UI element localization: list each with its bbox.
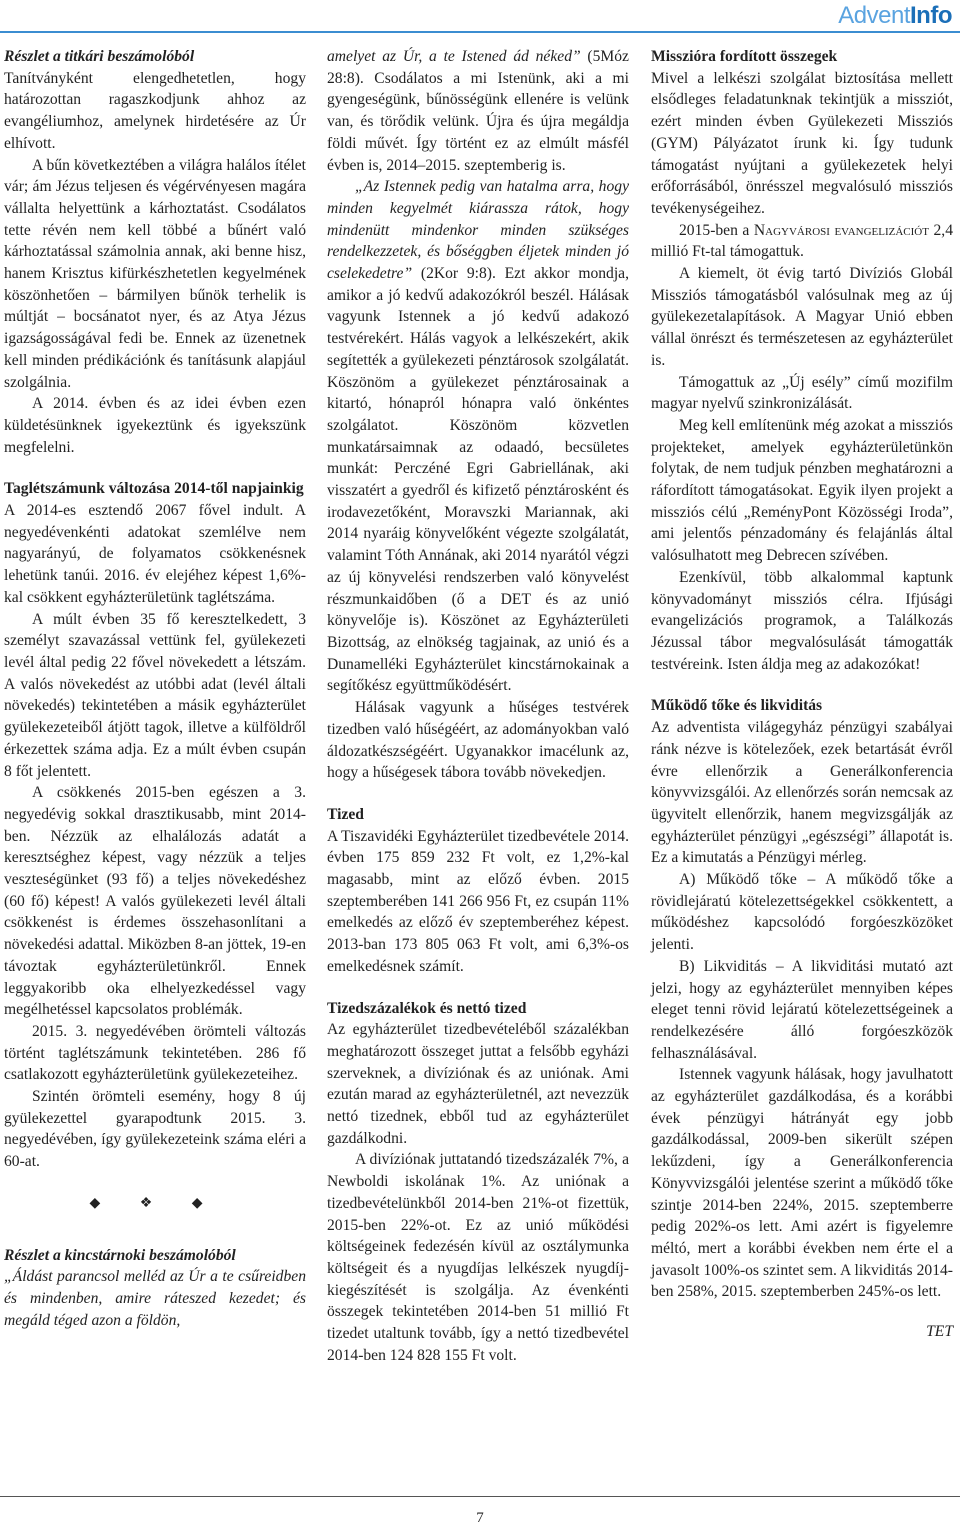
brand-part2: Info <box>910 2 952 29</box>
paragraph: Tanítványként elengedhetetlen, hogy határozottan ragaszkodjunk ahhoz az evangéliumhoz, amelynek hirdetésére az Úr elhívott. <box>4 69 306 152</box>
column-1 <box>4 46 306 1331</box>
paragraph: A 2014. évben és az idei évben ezen küldetésünknek igyekeztünk és igyekszünk megfelelni. <box>4 395 306 456</box>
footer <box>0 1496 960 1536</box>
program-name: Nagyvárosi evangelizációt <box>753 221 929 239</box>
paragraph: Az adventista világegyház pénzügyi szabályai ránk nézve is kötelezőek, ezek betartását évről évre ellenőrzik a Generálkonferencia könyvvizsgálói. Az ellenőrzés során nemcsak az ügyvitelt ellenőrzik, hanem megvizsgálják az egyházterület pénzügyi „egészségi” állapotát is. Ez a kimutatás a Pénzügyi mérleg. <box>651 719 953 867</box>
text: 2015-ben a <box>679 221 754 239</box>
column-2 <box>327 46 629 1366</box>
paragraph: Támogattuk az „Új esély” című mozifilm magyar nyelvű szinkronizálását. <box>651 373 953 413</box>
paragraph: A) Működő tőke – A működő tőke a rövidlejáratú kötelezettségekkel csökkentett, a működéshez kapcsolódó forgóeszközöket jelenti. <box>651 871 953 954</box>
paragraph: A kiemelt, öt évig tartó Divíziós Globál Missziós támogatásból valósulnak meg az új gyülekezetalapítások. A Magyar Unió ebben vállal önrészt és természetesen az egyházterület is. <box>651 265 953 369</box>
tithe-percentages-heading: Tizedszázalékok és nettó tized <box>327 999 527 1017</box>
paragraph: A csökkenés 2015-ben egészen a 3. negyedévig sokkal drasztikusabb, mint 2014-ben. Nézzük az elhalálozás adatát a keresztséghez képest, vagy nézzük a teljes veszteségünket (93 fő) a teljes növekedéshez (60 fő) képest! A valós gyülekezeti levél általi csökkenést is érdemes összehasonlítani a növekedési adattal. Miközben 8-an jöttek, 19-en távoztak egyházterületünkről. Ennek leggyakoribb oka elhelyezkedéssel vagy megélhetéssel kapcsolatos problémák. <box>4 784 306 1019</box>
paragraph: A 2014-es esztendő 2067 fővel indult. A negyedévenkénti adatokat szemlélve nem nagyarányú, de folyamatos csökkenésnek lehetünk tanúi. 2016. év elejéhez képest 1,6%-kal csökkent egyházterületünk taglétszáma. <box>4 502 306 606</box>
paragraph: Az egyházterület tizedbevételéből százalékban meghatározott összeget juttat a felsőbb egyházi szerveknek, a divíziónak és az uniónak. Ami ezután marad az egyházterületnél, azt nevezzük nettó tizednek, ebből tud az egyházterület gazdálkodni. <box>327 1021 629 1147</box>
author-signature: TET <box>926 1323 953 1341</box>
paragraph: Meg kell említenünk még azokat a missziós projekteket, amelyek egyházterületünkön folytak, de nem tudjuk pénzben meghatározni a ráfordított támogatásokat. Egyik ilyen projekt a missziós célú „ReményPont Közösségi Iroda”, ami jelentős pénzadomány és felajánlás által valósulhatott meg Debrecen szívében. <box>651 416 953 565</box>
header-rule <box>0 31 960 33</box>
membership-heading: Taglétszámunk változása 2014-től napjainkig <box>4 480 304 498</box>
paragraph: Hálásak vagyunk a hűséges testvérek tizedben való hűségéért, az adományokban való áldozatkészségéért. Ugyanakkor imacélunk az, hogy a hűségesek tábora tovább növekedjen. <box>327 699 629 782</box>
scripture-quote: „Az Istennek pedig van hatalma arra, hogy minden kegyelmét kiárassza rátok, hogy mindenütt mindenkor minden szükséges rendelkezzetek, és bőséggben éljetek minden jó cselekedetre” <box>327 178 629 283</box>
column-3 <box>651 46 953 1343</box>
page-number: 7 <box>476 1510 484 1526</box>
paragraph: B) Likviditás – A likviditási mutató azt jelzi, hogy az egyházterület mennyiben képes eleget tenni rövid lejáratú kötelezettségeinek a rendelkezésére álló forgóeszközök felhasználásával. <box>651 957 953 1062</box>
treasurer-report-heading: Részlet a kincstárnoki beszámolóból <box>4 1246 236 1264</box>
paragraph: A múlt évben 35 fő keresztelkedett, 3 személyt szavazással vettünk fel, gyülekezeti levél által pedig 22 fővel növekedett a létszám. A valós növekedést az utóbbi adat (levél általi növekedés) tekintetében a másik egyházterület gyülekezeteiből átjött tagok, illetve a külföldről érkezettek száma adja. Ez a múlt évben csupán 8 főt jelentett. <box>4 610 306 780</box>
masthead <box>0 0 960 36</box>
ornament-divider: ◆ ❖ ◆ <box>89 1195 221 1211</box>
footer-rule <box>0 1496 960 1497</box>
paragraph: Szintén örömteli esemény, hogy 8 új gyülekezettel gyarapodtunk 2015. 3. negyedévében, így gyülekezeteink száma eléri a 60-at. <box>4 1088 306 1171</box>
mission-heading: Misszióra fordított összegek <box>651 48 838 65</box>
text: (5Móz 28:8). Csodálatos a mi Istenünk, aki a mi gyengeségünk, bűnösségünk ellenére is velünk van, és törődik velünk. Újra és újra megáldja földi művét. Így történt ez az elmúlt másfél évben is, 2014–2015. szeptemberig is. <box>327 48 629 174</box>
text: 2,4 millió Ft-tal támogattuk. <box>651 221 953 261</box>
paragraph: Ezenkívül, több alkalommal kaptunk könyvadományt missziós célra. Ifjúsági evangelizációs programok, a Találkozás Jézussal tábor megvalósulását támogatták testvéreink. Isten áldja meg az adakozókat! <box>651 568 953 673</box>
paragraph: 2015. 3. negyedévében örömteli változás történt taglétszámunk tekintetében. 286 fő csatlakozott egyházterületünk gyülekezeteihez. <box>4 1022 306 1084</box>
paragraph: A bűn következtében a világra halálos ítélet vár; ám Jézus teljesen és végérvényesen magára vállalta helyettünk a kárhoztatást. Csodálatos tette révén nem kell többé a bűnért való kárhoztatással számolnia annak, aki benne hisz, hanem Krisztus kifürkészhetetlen kegyelmének köszönhetően – bármilyen bűnök terhelik is múltját – bocsánatot nyer, és az Atya Jézus igazságosságával fedi be. Ennek az üzenetnek kell minden prédikációnk és tanításunk alapjául szolgálnia. <box>4 156 306 391</box>
tithe-heading: Tized <box>327 805 364 823</box>
paragraph: A divíziónak juttatandó tizedszázalék 7%, a Newboldi iskolának 1%. Az uniónak a tizedbevételünkből 2014-ben 21%-ot fizettük, 2015-ben 22%-ot. Ez az unió működési költségeinek fedezésén kívül az osztálymunka költségeit és a nyugdíjas lelkészek nyugdíj-kiegészítését is szolgálja. Az évenkénti összegek tekintetében 2014-ben 51 millió Ft tizedet utaltunk tovább, így a nettó tizedbevétel 2014-ben 124 828 155 Ft volt. <box>327 1151 629 1364</box>
paragraph <box>651 220 953 263</box>
paragraph: Mivel a lelkészi szolgálat biztosítása mellett elsődleges feladatunknak tekintjük a missziót, ezért minden évben Gyülekezeti Missziós (GYM) Pályázatot írunk ki. Így tudunk támogatást nyújtani a gyülekezetek helyi erőforrásából, önrésszel megvalósuló missziós tevékenységeihez. <box>651 69 953 217</box>
brand-part1: Advent <box>838 2 911 29</box>
brand-logo <box>838 2 952 30</box>
scripture-quote: „Áldást parancsol melléd az Úr a te csűreidben és mindenben, amire ráteszed kezedet; és megáld téged azon a földön, <box>4 1268 306 1329</box>
paragraph: Istennek vagyunk hálásak, hogy javulhatott az egyházterület gazdálkodása, és a korábbi évek pénzügyi hátrányát egy jobb gazdálkodással, 2009-ben sikerült szépen lekűzdeni, így a Generálkonferencia Könyvvizsgálói jelentése szerint a működő tőke szintje 2014-ben 224%, 2015. szeptemberre pedig 202%-os lett. Ami azért is figyelemre méltó, mert a korábbi években nem érte el a javasolt 100%-os szintet sem. A likviditás 2014-ben 258%, 2015. szeptemberben 245%-os lett. <box>651 1066 953 1301</box>
text: (2Kor 9:8). Ezt akkor mondja, amikor a jó kedvű adakozókról beszél. Hálásak vagyunk Istennek a jó kedvű adakozó testvérekért. Hálás vagyok a lelkészekért, akik segítették a gyülekezeti pénztárosok szolgálatát. Köszönöm a gyülekezet pénztárosainak a kitartó, hónapról hónapra való önkéntes szolgálatot. Köszönöm közvetlen munkatársaimnak az odaadó, becsületes munkát: Perczéné Egri Gabriellának, aki visszatért a gyedről és kifizető pénztárosként és irodavezetőként, Moravszki Mariannak, aki 2014 nyaráig könyvelőként végezte szolgálatát, valamint Tóth Annának, aki 2014 nyarától végzi az új könyvelési rendszerben való könyvelést részmunkaidőben (ő a DET és az unió könyvelője is). Köszönet az Egyházterületi Bizottság, az elnökség tagjainak, az unió és a Dunamelléki Egyházterület kincstárnokainak a segítőkész együttműködésért. <box>327 265 629 695</box>
working-capital-heading: Működő tőke és likviditás <box>651 697 823 715</box>
secretary-report-heading: Részlet a titkári beszámolóból <box>4 48 195 65</box>
paragraph: A Tiszavidéki Egyházterület tizedbevétele 2014. évben 175 859 232 Ft volt, ez 1,2%-kal magasabb, mint az előző évben. 2015 szeptemberében 141 266 956 Ft, ez csupán 11% emelkedés az előző év szeptemberéhez képest. 2013-ban 173 805 063 Ft volt, ami 6,3%-os emelkedésnek számít. <box>327 827 629 975</box>
paragraph <box>327 46 629 176</box>
scripture-quote: amelyet az Úr, a te Istened ád néked” <box>327 48 581 65</box>
paragraph <box>327 176 629 697</box>
